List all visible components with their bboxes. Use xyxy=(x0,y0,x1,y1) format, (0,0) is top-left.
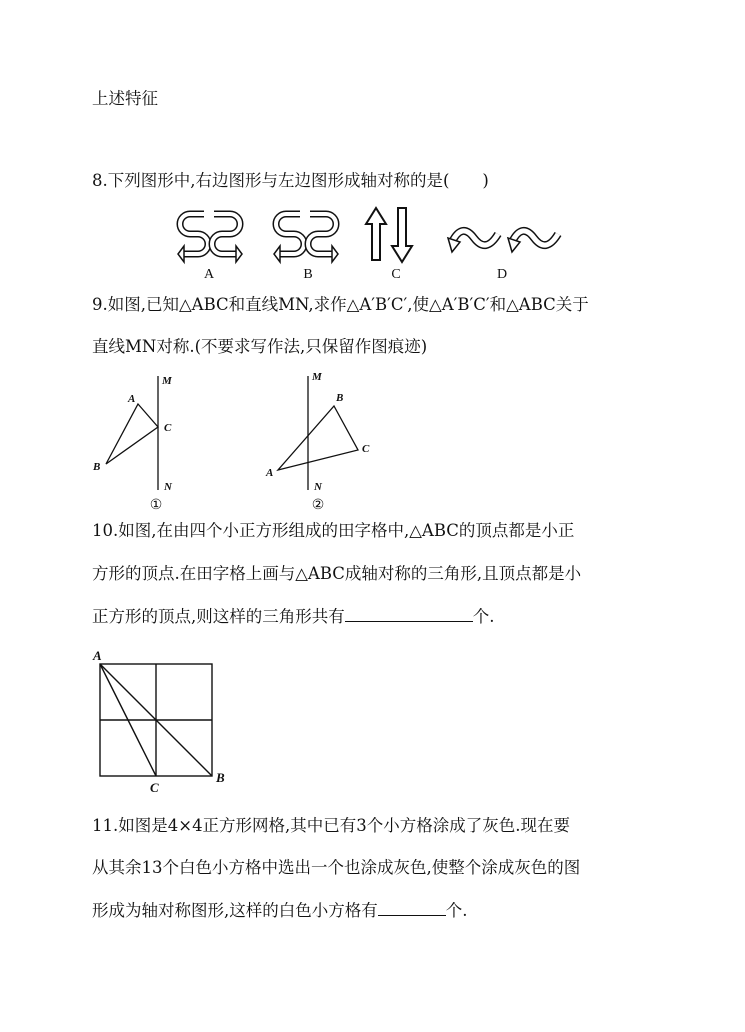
q10-line1: 10.如图,在由四个小正方形组成的田字格中,△ABC的顶点都是小正 xyxy=(92,521,575,540)
q8-shape-c-icon xyxy=(366,208,412,262)
q11-line3-after: 个. xyxy=(445,901,468,920)
fig1-label-a: A xyxy=(128,393,136,405)
fig1-label-c: C xyxy=(164,422,172,434)
q10-line2: 方形的顶点.在田字格上画与△ABC成轴对称的三角形,且顶点都是小 xyxy=(92,564,582,583)
q9-line1: 9.如图,已知△ABC和直线MN,求作△A′B′C′,使△A′B′C′和△ABC关于 xyxy=(92,295,589,314)
q11-line2: 从其余13个白色小方格中选出一个也涂成灰色,使整个涂成灰色的图 xyxy=(92,858,581,877)
q8-text: 8.下列图形中,右边图形与左边图形成轴对称的是( ) xyxy=(92,171,489,190)
q11-line3-before: 形成为轴对称图形,这样的白色小方格有 xyxy=(92,901,378,920)
q8-shape-d-icon xyxy=(448,231,558,252)
q11-answer-blank[interactable] xyxy=(378,899,446,916)
q8-shape-b-icon xyxy=(274,214,338,262)
q8-figures xyxy=(170,200,570,284)
fig2-label-b: B xyxy=(336,392,344,404)
q10-label-a: A xyxy=(93,648,102,663)
q8-option-d: D xyxy=(496,267,508,282)
q8-shape-a-icon xyxy=(178,214,242,262)
q11-line3 xyxy=(92,899,468,922)
fig2-caption: ② xyxy=(311,498,325,513)
q10-label-c: C xyxy=(150,780,159,795)
fig2-label-c: C xyxy=(362,443,370,455)
fig1-caption: ① xyxy=(149,498,163,513)
q10-label-b: B xyxy=(216,770,225,785)
fig1-label-b: B xyxy=(93,461,101,473)
q10-line3 xyxy=(92,605,495,628)
intro-text: 上述特征 xyxy=(92,89,158,108)
q9-line2: 直线MN对称.(不要求写作法,只保留作图痕迹) xyxy=(92,337,428,356)
fig1-label-m: M xyxy=(162,375,172,387)
fig2-label-m: M xyxy=(312,371,322,383)
q10-answer-blank[interactable] xyxy=(345,605,473,622)
fig2-label-n: N xyxy=(314,481,322,493)
q8-option-c: C xyxy=(391,267,401,282)
q8-option-a: A xyxy=(203,267,215,282)
q9-figure-2 xyxy=(262,372,382,514)
q10-line3-after: 个. xyxy=(472,607,495,626)
fig1-label-n: N xyxy=(164,481,172,493)
q9-figure-1 xyxy=(88,372,188,514)
q11-line1: 11.如图是4×4正方形网格,其中已有3个小方格涂成了灰色.现在要 xyxy=(92,816,571,835)
q10-figure xyxy=(90,644,240,796)
q10-line3-before: 正方形的顶点,则这样的三角形共有 xyxy=(92,607,345,626)
fig2-label-a: A xyxy=(266,467,274,479)
q8-option-b: B xyxy=(303,267,313,282)
